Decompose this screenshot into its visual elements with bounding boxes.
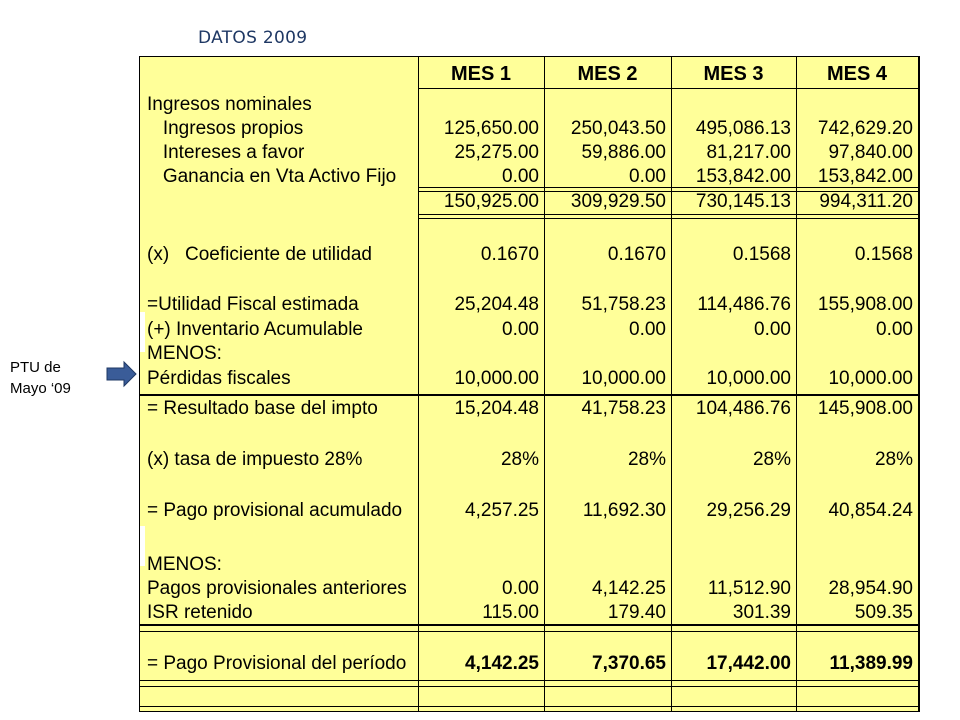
- value-cell: 10,000.00: [581, 368, 666, 389]
- value-cell: 179.40: [607, 602, 666, 623]
- right-arrow-icon: [105, 360, 137, 388]
- value-cell: 0.1568: [732, 244, 791, 265]
- value-cell: 11,389.99: [829, 653, 913, 674]
- row-rule: [139, 706, 918, 707]
- row-label: (x) tasa de impuesto 28%: [147, 449, 363, 470]
- value-cell: 150,925.00: [443, 191, 539, 212]
- row-rule: [139, 686, 918, 687]
- value-cell: 125,650.00: [443, 118, 539, 139]
- value-cell: 11,512.90: [707, 578, 791, 599]
- row-label: Ingresos nominales: [147, 94, 312, 115]
- value-cell: 28%: [752, 449, 791, 470]
- row-label: ISR retenido: [147, 602, 253, 623]
- row-label: = Resultado base del impto: [147, 398, 378, 419]
- value-cell: 0.00: [629, 319, 666, 340]
- value-cell: 10,000.00: [706, 368, 791, 389]
- value-cell: 730,145.13: [695, 191, 791, 212]
- value-cell: 11,692.30: [582, 500, 666, 521]
- value-cell: 97,840.00: [828, 142, 913, 163]
- value-cell: 81,217.00: [706, 142, 791, 163]
- ptu-note: [10, 357, 71, 399]
- ptu-note-line1: PTU de: [10, 359, 61, 376]
- value-cell: 0.00: [629, 166, 666, 187]
- row-label: =Utilidad Fiscal estimada: [147, 294, 359, 315]
- sheet-gap: [139, 312, 145, 352]
- value-cell: 153,842.00: [817, 166, 913, 187]
- value-cell: 17,442.00: [706, 653, 791, 674]
- value-cell: 0.00: [502, 578, 539, 599]
- row-label: Pérdidas fiscales: [147, 368, 291, 389]
- page-title: DATOS 2009: [198, 28, 308, 48]
- row-label: = Pago Provisional del período: [147, 653, 407, 674]
- row-label: Ingresos propios: [147, 118, 304, 139]
- column-header: MES 3: [703, 63, 764, 85]
- column-header: MES 2: [577, 63, 638, 85]
- ptu-note-line2: Mayo ‘09: [10, 380, 71, 397]
- row-rule: [139, 631, 918, 632]
- value-cell: 994,311.20: [819, 191, 913, 212]
- value-cell: 0.00: [502, 319, 539, 340]
- row-rule: [418, 214, 918, 215]
- value-cell: 155,908.00: [817, 294, 913, 315]
- row-label: Ganancia en Vta Activo Fijo: [147, 166, 397, 187]
- value-cell: 309,929.50: [570, 191, 666, 212]
- row-rule: [139, 394, 918, 396]
- row-label: MENOS:: [147, 343, 222, 364]
- row-label: Intereses a favor: [147, 142, 305, 163]
- value-cell: 742,629.20: [817, 118, 913, 139]
- value-cell: 4,142.25: [465, 653, 539, 674]
- value-cell: 28%: [874, 449, 913, 470]
- value-cell: 153,842.00: [695, 166, 791, 187]
- row-label: = Pago provisional acumulado: [147, 500, 403, 521]
- row-label: Pagos provisionales anteriores: [147, 578, 407, 599]
- value-cell: 495,086.13: [695, 118, 791, 139]
- value-cell: 15,204.48: [454, 398, 539, 419]
- column-header: MES 4: [826, 63, 888, 85]
- row-label: (x) Coeficiente de utilidad: [147, 244, 372, 265]
- value-cell: 25,204.48: [454, 294, 539, 315]
- value-cell: 29,256.29: [706, 500, 791, 521]
- row-rule: [139, 680, 918, 681]
- value-cell: 28%: [500, 449, 539, 470]
- spreadsheet: [139, 56, 920, 712]
- value-cell: 0.1568: [854, 244, 913, 265]
- value-cell: 145,908.00: [817, 398, 913, 419]
- row-label: (+) Inventario Acumulable: [147, 319, 363, 340]
- value-cell: 28,954.90: [828, 578, 913, 599]
- value-cell: 0.1670: [480, 244, 539, 265]
- value-cell: 4,142.25: [592, 578, 666, 599]
- row-rule: [418, 218, 918, 219]
- value-cell: 104,486.76: [695, 398, 791, 419]
- row-label: MENOS:: [147, 554, 222, 575]
- value-cell: 301.39: [732, 602, 791, 623]
- value-cell: 250,043.50: [570, 118, 666, 139]
- value-cell: 40,854.24: [828, 500, 913, 521]
- value-cell: 0.00: [754, 319, 791, 340]
- value-cell: 4,257.25: [465, 500, 539, 521]
- value-cell: 0.1670: [607, 244, 666, 265]
- value-cell: 59,886.00: [581, 142, 666, 163]
- value-cell: 51,758.23: [581, 294, 666, 315]
- value-cell: 25,275.00: [454, 142, 539, 163]
- row-rule: [418, 88, 918, 89]
- value-cell: 115.00: [482, 602, 539, 623]
- value-cell: 114,486.76: [697, 294, 791, 315]
- value-cell: 28%: [627, 449, 666, 470]
- value-cell: 0.00: [876, 319, 913, 340]
- column-header: MES 1: [450, 63, 512, 85]
- value-cell: 7,370.65: [592, 653, 666, 674]
- value-cell: 509.35: [854, 602, 913, 623]
- value-cell: 10,000.00: [454, 368, 539, 389]
- value-cell: 0.00: [502, 166, 539, 187]
- row-rule: [139, 624, 918, 626]
- sheet-gap: [139, 526, 145, 566]
- value-cell: 10,000.00: [828, 368, 913, 389]
- value-cell: 41,758.23: [581, 398, 666, 419]
